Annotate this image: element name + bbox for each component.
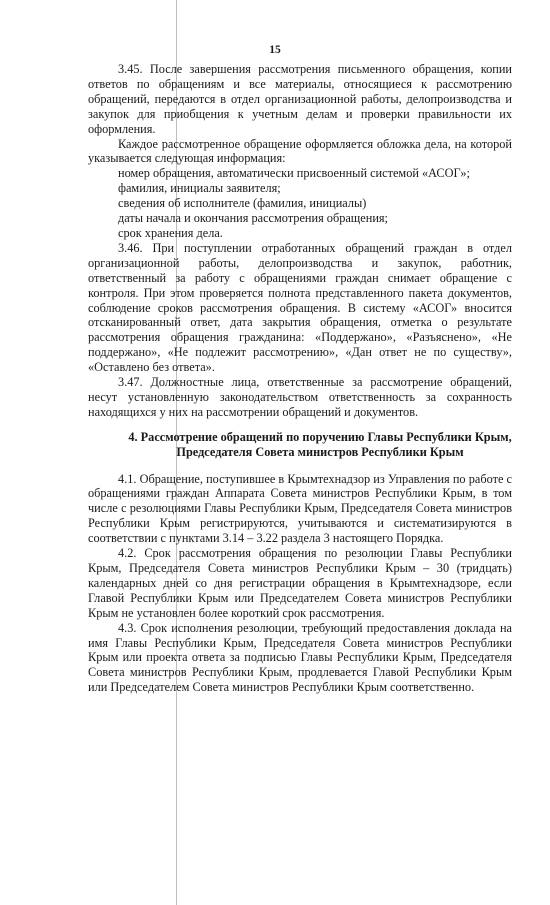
paragraph-4-2: 4.2. Срок рассмотрения обращения по резолюции Главы Республики Крым, Председателя Совета министров Республики Крым – 30 (тридцать) календарных дней со дня регистрации обращения в Крымтехнадзоре, если Главой Республики Крым или Председателем Совета министров Республики Крым не установлен более короткий срок рассмотрения. — [88, 546, 512, 620]
paragraph-3-45-cover: Каждое рассмотренное обращение оформляется обложка дела, на которой указывается следующая информация: — [88, 136, 512, 166]
list-item: фамилия, инициалы заявителя; — [118, 181, 281, 196]
list-item: сведения об исполнителе (фамилия, инициалы) — [118, 196, 367, 211]
section-heading: 4. Рассмотрение обращений по поручению Главы Республики Крым, Председателя Совета министров Республики Крым — [128, 429, 512, 459]
list-item: номер обращения, автоматически присвоенный системой «АСОГ»; — [118, 166, 470, 181]
paragraph-3-46: 3.46. При поступлении отработанных обращений граждан в отдел организационной работы, делопроизводства и закупок, работник, ответственный за работу с обращениями граждан снимает обращение с контроля. При этом проверяется полнота представленного пакета документов, соблюдение сроков рассмотрения обращения. В систему «АСОГ» вносится отсканированный ответ, дата закрытия обращения, отметка о результате рассмотрения обращения гражданина: «Поддержано», «Разъяснено», «Не поддержано», «Не подлежит рассмотрению», «Дан ответ не по существу», «Оставлено без ответа». — [88, 240, 512, 375]
list-item: срок хранения дела. — [118, 225, 223, 240]
paragraph-3-47: 3.47. Должностные лица, ответственные за рассмотрение обращений, несут установленную законодательством ответственность за сохранность находящихся у них на рассмотрении обращений и документов. — [88, 375, 512, 419]
page-number: 15 — [269, 44, 281, 56]
paragraph-3-45: 3.45. После завершения рассмотрения письменного обращения, копии ответов по обращениям и все материалы, относящиеся к рассмотрению обращений, передаются в отдел организационной работы, делопроизводства и закупок для приобщения к учетным делам и проверки правильности их оформления. — [88, 62, 512, 136]
list-item: даты начала и окончания рассмотрения обращения; — [118, 211, 388, 226]
paragraph-4-1: 4.1. Обращение, поступившее в Крымтехнадзор из Управления по работе с обращениями граждан Аппарата Совета министров Республики Крым, в том числе с резолюциями Главы Республики Крым, Председателя Совета министров Республики Крым регистрируются, учитываются и систематизируются в соответствии с пунктами 3.14 – 3.22 раздела 3 настоящего Порядка. — [88, 471, 512, 546]
paragraph-4-3: 4.3. Срок исполнения резолюции, требующий предоставления доклада на имя Главы Республики Крым, Председателя Совета министров Республики Крым или проекта ответа за подписью Главы Республики Крым, Председателя Совета министров Республики Крым, продлевается Главой Республики Крым или Председателем Совета министров Республики Крым соответственно. — [88, 620, 512, 695]
document-body — [88, 62, 512, 695]
